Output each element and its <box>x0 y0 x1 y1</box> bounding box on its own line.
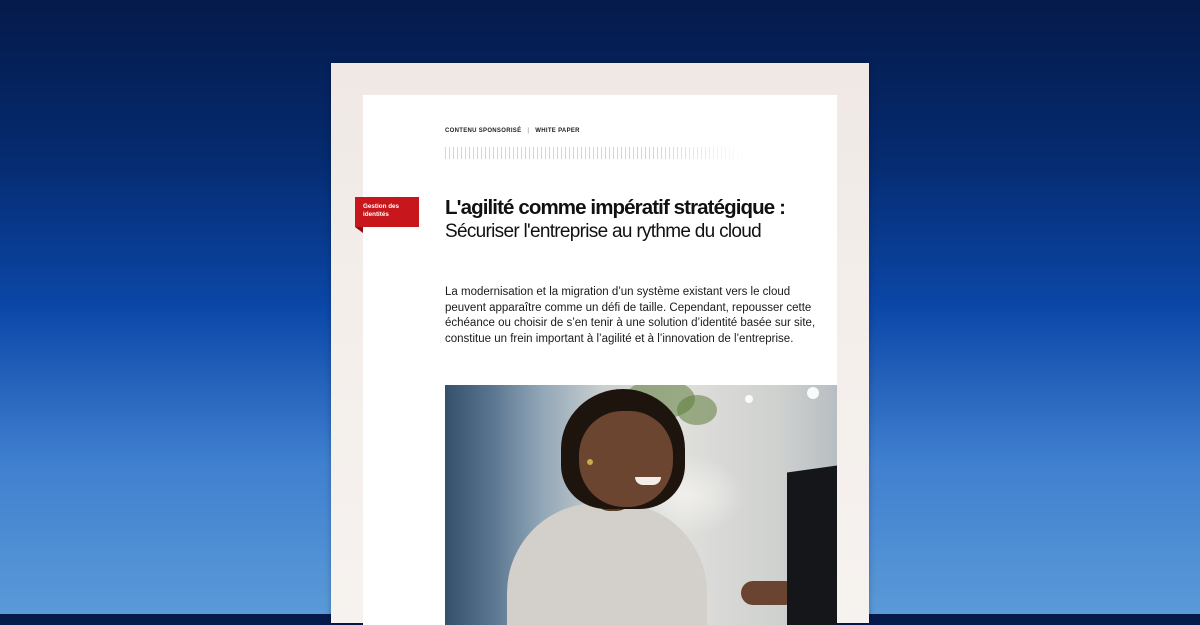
category-tag: Gestion des identités <box>355 197 419 227</box>
decorative-tick-bar <box>445 147 747 159</box>
intro-paragraph: La modernisation et la migration d’un système existant vers le cloud peuvent apparaître comme un défi de taille. Cependant, repousser cette échéance ou choisir de s’en tenir à une solution d’identité basée sur site, constitue un frein important à l’agilité et à l’innovation de l’entreprise. <box>445 286 816 345</box>
kicker-separator: | <box>527 128 530 134</box>
cover-photo <box>445 385 837 625</box>
document-title: L'agilité comme impératif stratégique : <box>445 196 785 219</box>
ceiling-light <box>807 387 819 399</box>
document-cover[interactable] <box>331 63 869 623</box>
earring <box>587 459 593 465</box>
foliage <box>677 395 717 425</box>
person-shirt <box>507 503 707 625</box>
document-page <box>363 95 837 625</box>
document-type-label: WHITE PAPER <box>535 128 580 134</box>
person-face <box>579 411 673 507</box>
ceiling-light <box>745 395 753 403</box>
category-tag-fold <box>355 227 363 233</box>
sponsored-label: CONTENU SPONSORISÉ <box>445 128 522 134</box>
person-smile <box>635 477 661 485</box>
document-subtitle: Sécuriser l'entreprise au rythme du cloud <box>445 221 762 242</box>
kicker <box>445 128 580 134</box>
laptop <box>787 465 837 625</box>
